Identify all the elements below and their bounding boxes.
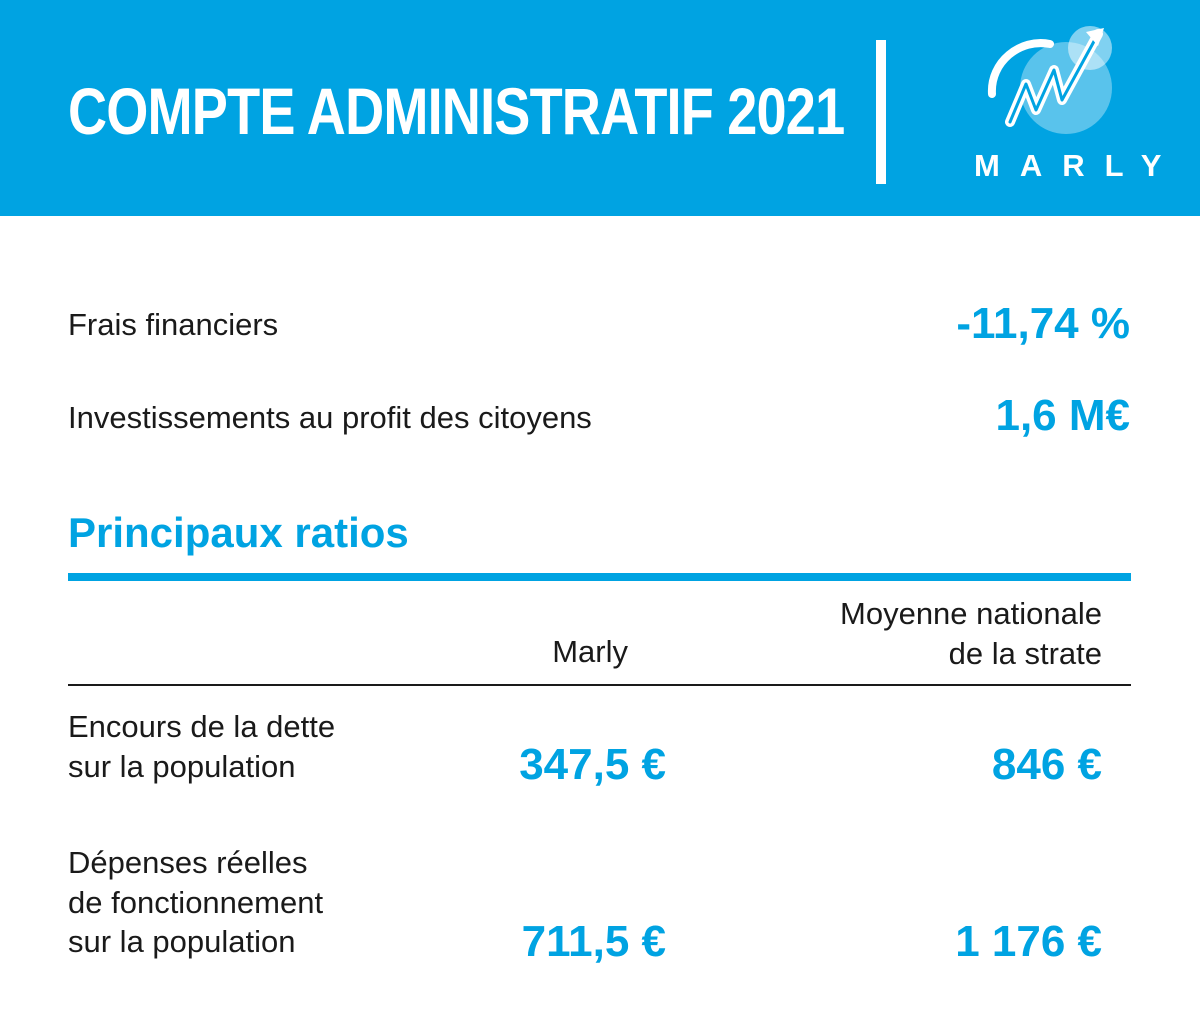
- page-title: COMPTE ADMINISTRATIF 2021: [68, 74, 845, 148]
- row-label-line: sur la population: [68, 924, 296, 959]
- row-value-marly: 711,5 €: [521, 917, 666, 966]
- row-value-national: 846 €: [991, 740, 1102, 789]
- row-label-line: Encours de la dette: [68, 709, 336, 744]
- table-header-rule: [68, 684, 1131, 686]
- kpi-value-frais-financiers: -11,74 %: [956, 299, 1130, 348]
- row-value-marly: 347,5 €: [519, 740, 666, 789]
- kpi-value-investissements: 1,6 M€: [995, 391, 1130, 440]
- row-label-line: de fonctionnement: [68, 885, 324, 920]
- section-title: Principaux ratios: [68, 509, 409, 556]
- row-label-line: Dépenses réelles: [68, 845, 308, 880]
- column-header-marly: Marly: [552, 634, 628, 669]
- section-rule: [68, 573, 1131, 581]
- header-divider: [876, 40, 886, 184]
- kpi-label-investissements: Investissements au profit des citoyens: [68, 400, 592, 435]
- header-banner: [0, 0, 1200, 216]
- column-header-national-line2: de la strate: [948, 636, 1102, 671]
- column-header-national-line1: Moyenne nationale: [840, 596, 1102, 631]
- row-label-line: sur la population: [68, 749, 296, 784]
- kpi-label-frais-financiers: Frais financiers: [68, 307, 279, 342]
- logo-wordmark: MARLY: [974, 148, 1182, 183]
- row-value-national: 1 176 €: [955, 917, 1102, 966]
